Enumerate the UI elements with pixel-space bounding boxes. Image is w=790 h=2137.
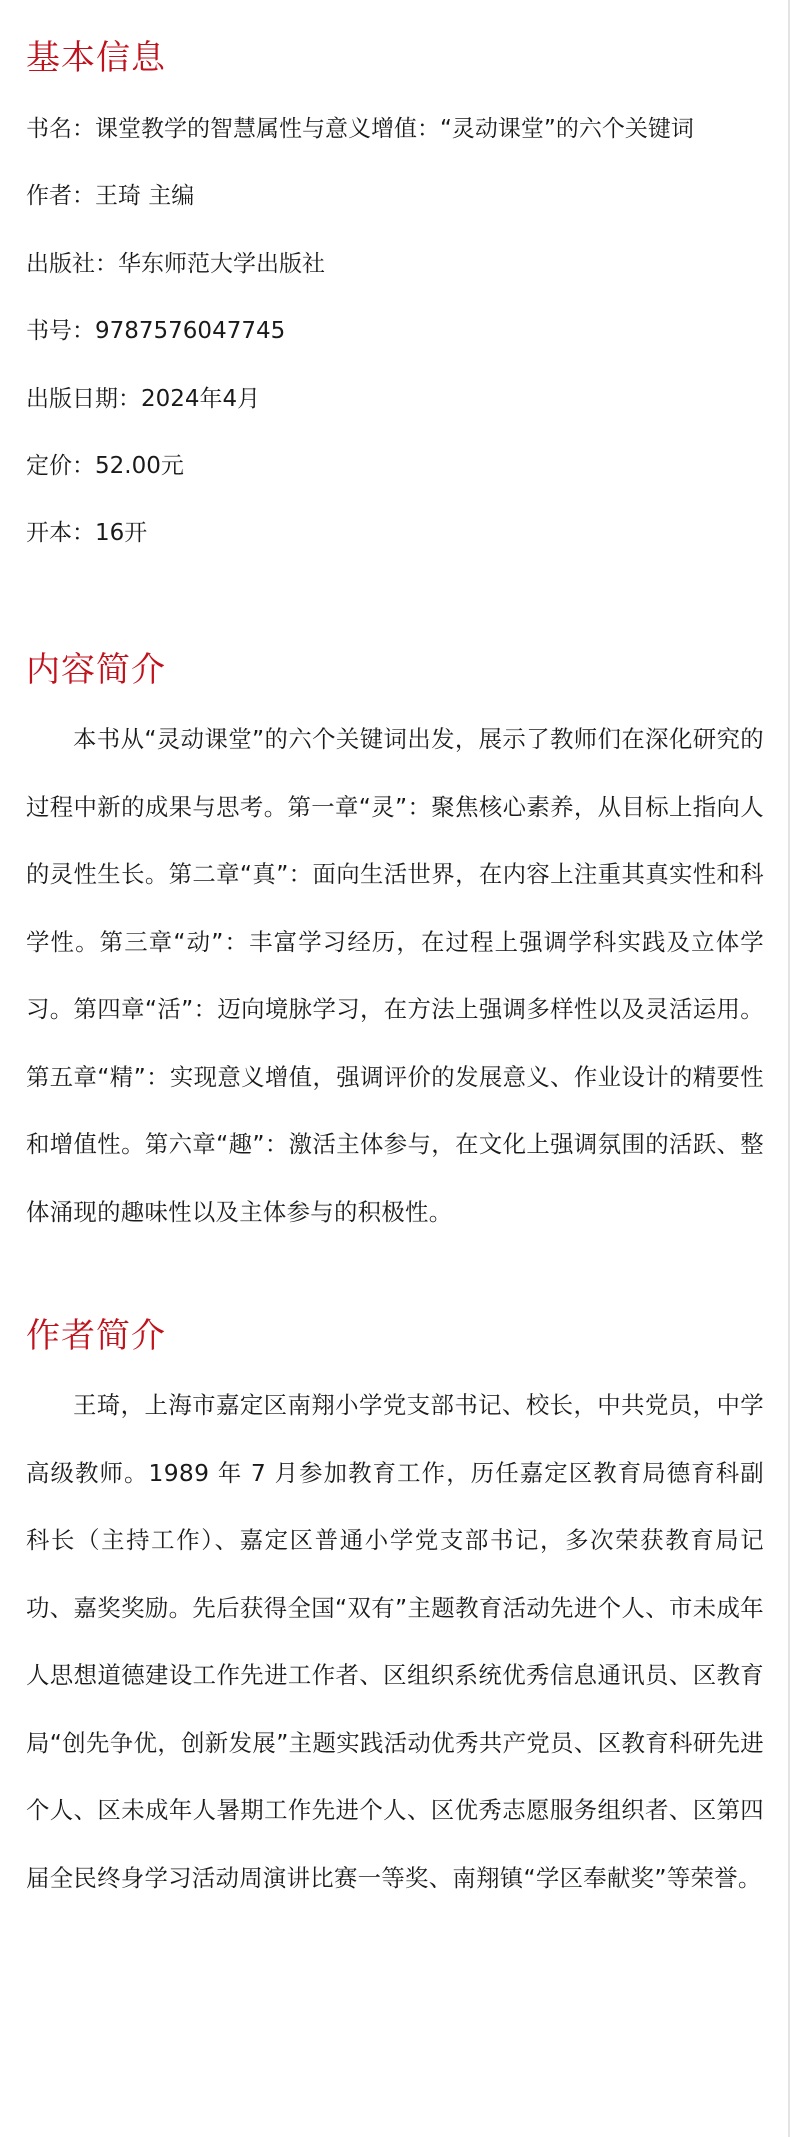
book-title: 书名：课堂教学的智慧属性与意义增值：“灵动课堂”的六个关键词 xyxy=(26,116,694,142)
summary-paragraph: 本书从“灵动课堂”的六个关键词出发，展示了教师们在深化研究的过程中新的成果与思考。第一章“灵”：聚焦核心素养，从目标上指向人的灵性生长。第二章“真”：面向生活世界，在内容上注重其真实性和科学性。第三章“动”：丰富学习经历，在过程上强调学科实践及立体学习。第四章“活”：迈向境脉学习，在方法上强调多样性以及灵活运用。第五章“精”：实现意义增值，强调评价的发展意义、作业设计的精要性和增值性。第六章“趣”：激活主体参与，在文化上强调氛围的活跃、整体涌现的趣味性以及主体参与的积极性。 xyxy=(26,725,764,1226)
author-bio-section xyxy=(26,1314,764,1912)
author-bio-heading: 作者简介 xyxy=(26,1316,166,1356)
book-author: 作者：王琦 主编 xyxy=(26,183,195,209)
summary-heading: 内容简介 xyxy=(26,650,166,690)
book-pub-date: 出版日期：2024年4月 xyxy=(26,386,261,412)
book-publisher: 出版社：华东师范大学出版社 xyxy=(26,251,325,277)
summary-section xyxy=(26,648,764,1246)
basic-info-section xyxy=(26,36,764,556)
basic-info-heading: 基本信息 xyxy=(26,38,166,78)
book-price: 定价：52.00元 xyxy=(26,453,184,479)
author-bio-paragraph: 王琦，上海市嘉定区南翔小学党支部书记、校长，中共党员，中学高级教师。1989 年 7 月参加教育工作，历任嘉定区教育局德育科副科长（主持工作）、嘉定区普通小学党支部书记，多次荣获教育局记功、嘉奖奖励。先后获得全国“双有”主题教育活动先进个人、市未成年人思想道德建设工作先进工作者、区组织系统优秀信息通讯员、区教育局“创先争优，创新发展”主题实践活动优秀共产党员、区教育科研先进个人、区未成年人暑期工作先进个人、区优秀志愿服务组织者、区第四届全民终身学习活动周演讲比赛一等奖、南翔镇“学区奉献奖”等荣誉。 xyxy=(26,1391,764,1892)
book-isbn: 书号：9787576047745 xyxy=(26,318,286,344)
book-format: 开本：16开 xyxy=(26,520,148,546)
